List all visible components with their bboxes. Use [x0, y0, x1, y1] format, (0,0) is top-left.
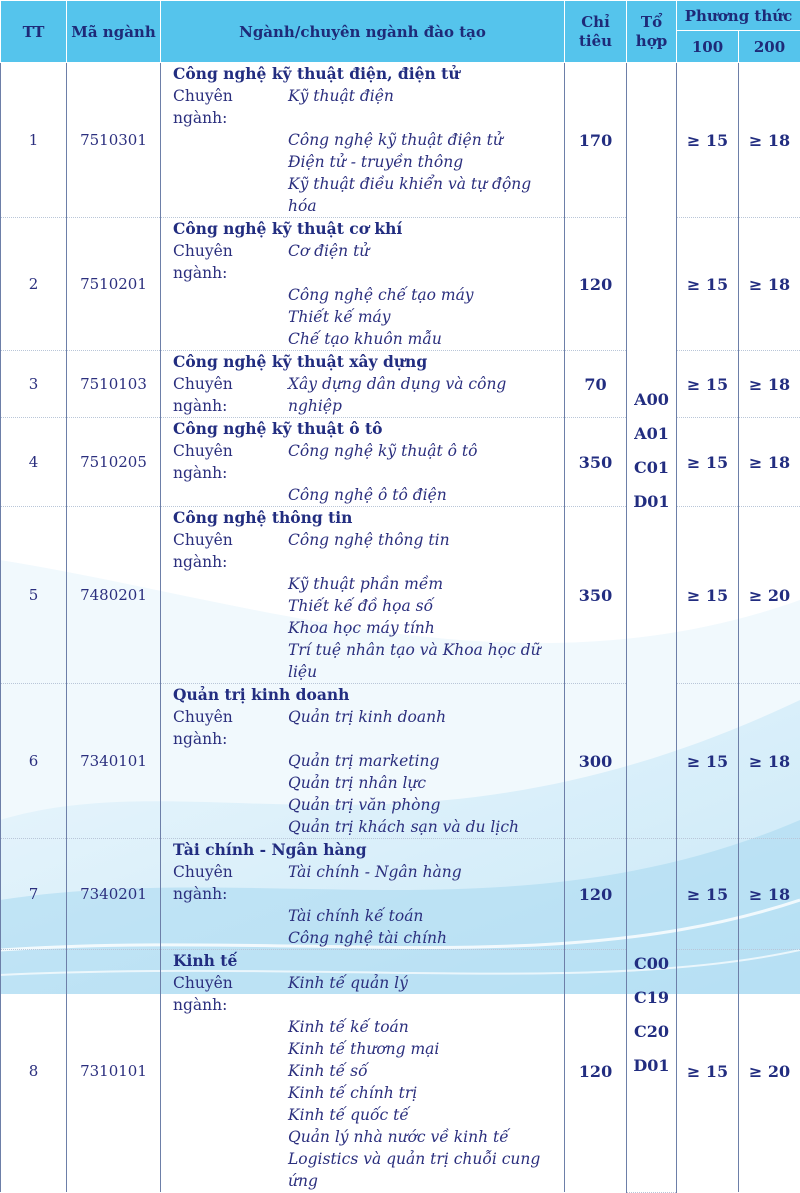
specialization-label: [173, 129, 288, 151]
specialization-label: [173, 595, 288, 617]
quota-value: 70: [565, 351, 627, 418]
method-200-score: ≥ 18: [739, 63, 800, 218]
specialization-line: [173, 595, 564, 617]
table-row: [1, 418, 800, 507]
specialization-name: Kinh tế chính trị: [288, 1082, 417, 1104]
specialization-line: [173, 861, 564, 905]
specialization-line: [173, 905, 564, 927]
specialization-name: Tài chính - Ngân hàng: [288, 861, 462, 905]
specialization-label: [173, 794, 288, 816]
combo-group: [627, 63, 677, 839]
specialization-name: Tài chính kế toán: [288, 905, 423, 927]
specialization-label: [173, 772, 288, 794]
row-number: 3: [1, 351, 67, 418]
table-row: [1, 63, 800, 218]
major-cell: [161, 684, 565, 839]
specialization-line: [173, 1060, 564, 1082]
specialization-label: [173, 1016, 288, 1038]
combo-code: D01: [627, 485, 676, 519]
table-row: [1, 684, 800, 839]
specialization-line: [173, 529, 564, 573]
specialization-name: Kinh tế quốc tế: [288, 1104, 409, 1126]
specialization-line: [173, 772, 564, 794]
specialization-line: [173, 927, 564, 949]
specialization-name: Thiết kế đồ họa số: [288, 595, 433, 617]
specialization-label: [173, 639, 288, 683]
specialization-name: Công nghệ tài chính: [288, 927, 447, 949]
major-cell: [161, 507, 565, 684]
specialization-label: Chuyên ngành:: [173, 529, 288, 573]
specialization-name: Quản trị văn phòng: [288, 794, 440, 816]
major-title: Quản trị kinh doanh: [173, 684, 564, 706]
combo-code: C00: [627, 947, 676, 981]
specialization-line: [173, 972, 564, 1016]
quota-value: 300: [565, 684, 627, 839]
specialization-name: Điện tử - truyền thông: [288, 151, 463, 173]
specialization-label: [173, 484, 288, 506]
combo-code: A00: [627, 383, 676, 417]
header-methods: Phương thức: [677, 1, 800, 31]
method-100-score: ≥ 15: [677, 63, 739, 218]
major-code: 7510205: [67, 418, 161, 507]
specialization-name: Cơ điện tử: [288, 240, 369, 284]
specialization-line: [173, 129, 564, 151]
specialization-line: [173, 1082, 564, 1104]
specialization-label: [173, 573, 288, 595]
specialization-label: Chuyên ngành:: [173, 440, 288, 484]
specialization-line: [173, 1104, 564, 1126]
major-code: 7310101: [67, 950, 161, 1193]
table-row: [1, 351, 800, 418]
specialization-name: Quản trị marketing: [288, 750, 439, 772]
specialization-line: [173, 573, 564, 595]
specialization-label: [173, 1038, 288, 1060]
combo-code: C20: [627, 1015, 676, 1049]
table-row: [1, 950, 800, 1193]
specialization-name: Quản lý nhà nước về kinh tế: [288, 1126, 509, 1148]
major-title: Công nghệ kỹ thuật ô tô: [173, 418, 564, 440]
specialization-line: [173, 1016, 564, 1038]
specialization-line: [173, 706, 564, 750]
combo-code: D01: [627, 1049, 676, 1083]
specialization-label: Chuyên ngành:: [173, 240, 288, 284]
quota-value: 350: [565, 507, 627, 684]
specialization-name: Công nghệ ô tô điện: [288, 484, 447, 506]
specialization-line: [173, 306, 564, 328]
specialization-name: Công nghệ chế tạo máy: [288, 284, 474, 306]
specialization-name: Công nghệ thông tin: [288, 529, 450, 573]
specialization-label: [173, 1104, 288, 1126]
header-combo: Tổ hợp: [627, 1, 677, 63]
quota-value: 170: [565, 63, 627, 218]
specialization-name: Quản trị kinh doanh: [288, 706, 446, 750]
major-cell: [161, 63, 565, 218]
quota-value: 120: [565, 839, 627, 950]
specialization-name: Trí tuệ nhân tạo và Khoa học dữ liệu: [288, 639, 564, 683]
combo-group: [627, 839, 677, 1193]
specialization-line: [173, 484, 564, 506]
specialization-line: [173, 617, 564, 639]
method-200-score: ≥ 18: [739, 218, 800, 351]
table-row: [1, 218, 800, 351]
row-number: 8: [1, 950, 67, 1193]
quota-value: 350: [565, 418, 627, 507]
specialization-label: [173, 151, 288, 173]
method-100-score: ≥ 15: [677, 839, 739, 950]
specialization-label: [173, 1148, 288, 1192]
specialization-name: Kinh tế thương mại: [288, 1038, 439, 1060]
specialization-name: Kinh tế số: [288, 1060, 368, 1082]
method-100-score: ≥ 15: [677, 507, 739, 684]
major-cell: [161, 218, 565, 351]
combo-code: A01: [627, 417, 676, 451]
specialization-name: Chế tạo khuôn mẫu: [288, 328, 442, 350]
method-100-score: ≥ 15: [677, 950, 739, 1193]
specialization-label: [173, 284, 288, 306]
specialization-name: Kỹ thuật phần mềm: [288, 573, 443, 595]
specialization-line: [173, 816, 564, 838]
row-number: 6: [1, 684, 67, 839]
method-100-score: ≥ 15: [677, 351, 739, 418]
specialization-line: [173, 1038, 564, 1060]
specialization-line: [173, 440, 564, 484]
specialization-label: [173, 306, 288, 328]
header-tt: TT: [1, 1, 67, 63]
header-quota: Chỉ tiêu: [565, 1, 627, 63]
specialization-label: Chuyên ngành:: [173, 373, 288, 417]
major-cell: [161, 351, 565, 418]
specialization-name: Khoa học máy tính: [288, 617, 435, 639]
method-200-score: ≥ 18: [739, 684, 800, 839]
specialization-name: Kinh tế kế toán: [288, 1016, 409, 1038]
major-code: 7510301: [67, 63, 161, 218]
specialization-label: [173, 927, 288, 949]
major-title: Công nghệ kỹ thuật cơ khí: [173, 218, 564, 240]
specialization-name: Thiết kế máy: [288, 306, 391, 328]
method-200-score: ≥ 20: [739, 950, 800, 1193]
table-row: [1, 839, 800, 950]
specialization-line: [173, 639, 564, 683]
specialization-line: [173, 151, 564, 173]
specialization-name: Kinh tế quản lý: [288, 972, 408, 1016]
row-number: 4: [1, 418, 67, 507]
specialization-label: Chuyên ngành:: [173, 861, 288, 905]
specialization-label: [173, 1060, 288, 1082]
combo-code: C19: [627, 981, 676, 1015]
specialization-line: [173, 284, 564, 306]
method-100-score: ≥ 15: [677, 218, 739, 351]
specialization-label: Chuyên ngành:: [173, 706, 288, 750]
specialization-line: [173, 328, 564, 350]
row-number: 1: [1, 63, 67, 218]
major-code: 7340101: [67, 684, 161, 839]
specialization-line: [173, 794, 564, 816]
specialization-name: Công nghệ kỹ thuật điện tử: [288, 129, 503, 151]
specialization-line: [173, 1148, 564, 1192]
quota-value: 120: [565, 218, 627, 351]
specialization-label: [173, 328, 288, 350]
specialization-line: [173, 1126, 564, 1148]
header-major: Ngành/chuyên ngành đào tạo: [161, 1, 565, 63]
specialization-name: Quản trị khách sạn và du lịch: [288, 816, 519, 838]
specialization-line: [173, 750, 564, 772]
specialization-line: [173, 373, 564, 417]
specialization-name: Kỹ thuật điện: [288, 85, 394, 129]
method-100-score: ≥ 15: [677, 684, 739, 839]
specialization-label: Chuyên ngành:: [173, 972, 288, 1016]
row-number: 5: [1, 507, 67, 684]
header-method-100: 100: [677, 31, 739, 63]
method-200-score: ≥ 18: [739, 839, 800, 950]
method-200-score: ≥ 18: [739, 351, 800, 418]
specialization-label: [173, 1126, 288, 1148]
specialization-label: [173, 1082, 288, 1104]
header-method-200: 200: [739, 31, 800, 63]
table-row: [1, 507, 800, 684]
row-number: 2: [1, 218, 67, 351]
major-cell: [161, 950, 565, 1193]
quota-value: 120: [565, 950, 627, 1193]
specialization-name: Kỹ thuật điều khiển và tự động hóa: [288, 173, 564, 217]
method-200-score: ≥ 18: [739, 418, 800, 507]
major-cell: [161, 839, 565, 950]
major-title: Tài chính - Ngân hàng: [173, 839, 564, 861]
specialization-label: [173, 750, 288, 772]
major-code: 7340201: [67, 839, 161, 950]
method-100-score: ≥ 15: [677, 418, 739, 507]
major-code: 7510201: [67, 218, 161, 351]
specialization-line: [173, 85, 564, 129]
specialization-label: [173, 617, 288, 639]
specialization-label: Chuyên ngành:: [173, 85, 288, 129]
specialization-line: [173, 173, 564, 217]
major-title: Công nghệ kỹ thuật xây dựng: [173, 351, 564, 373]
specialization-name: Quản trị nhân lực: [288, 772, 426, 794]
specialization-label: [173, 905, 288, 927]
row-number: 7: [1, 839, 67, 950]
specialization-name: Xây dựng dân dụng và công nghiệp: [288, 373, 564, 417]
major-title: Công nghệ kỹ thuật điện, điện tử: [173, 63, 564, 85]
major-code: 7510103: [67, 351, 161, 418]
specialization-name: Logistics và quản trị chuỗi cung ứng: [288, 1148, 564, 1192]
major-code: 7480201: [67, 507, 161, 684]
specialization-label: [173, 816, 288, 838]
header-code: Mã ngành: [67, 1, 161, 63]
combo-code: C01: [627, 451, 676, 485]
specialization-label: [173, 173, 288, 217]
major-cell: [161, 418, 565, 507]
specialization-line: [173, 240, 564, 284]
major-title: Kinh tế: [173, 950, 564, 972]
specialization-name: Công nghệ kỹ thuật ô tô: [288, 440, 478, 484]
method-200-score: ≥ 20: [739, 507, 800, 684]
major-title: Công nghệ thông tin: [173, 507, 564, 529]
